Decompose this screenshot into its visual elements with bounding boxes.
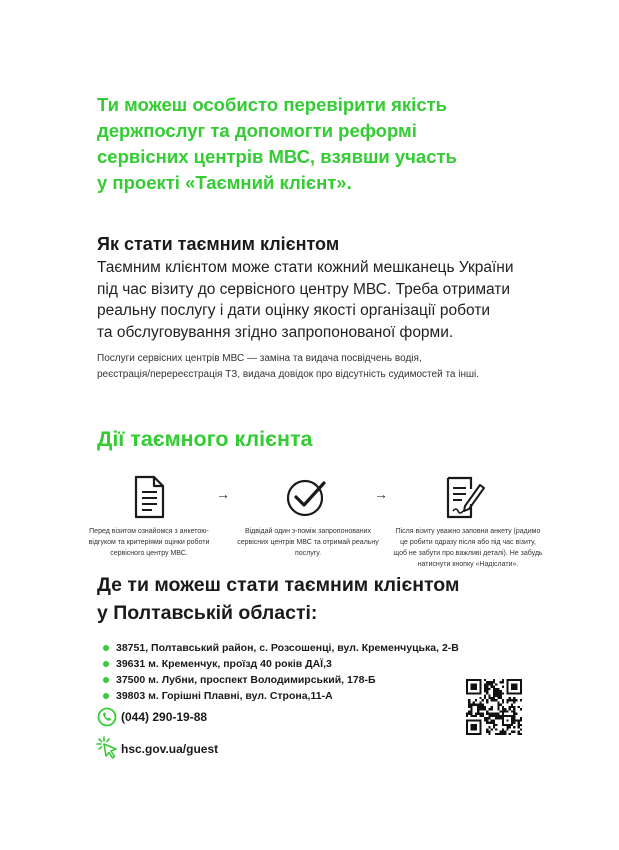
arrow-right-icon: → (216, 486, 230, 502)
caption-line: Перед візитом ознайомся з анкетою- (89, 528, 209, 535)
list-item (103, 672, 459, 688)
intro-line: держпослуг та допомогти реформі (97, 120, 417, 141)
list-item (103, 640, 459, 656)
services-note (97, 351, 479, 383)
step-caption (388, 526, 548, 570)
how-line: реальну послугу і дати оцінку якості організації роботи (97, 302, 491, 319)
caption-line: послугу. (294, 550, 322, 557)
form-pen-icon (441, 474, 487, 520)
services-line: реєстрація/перереєстрація ТЗ, видача довідок про відсутність судимостей та інші. (97, 369, 480, 380)
how-title: Як стати таємним клієнтом (97, 234, 340, 254)
bullet-icon (103, 677, 109, 683)
check-circle-icon (284, 474, 330, 520)
caption-line: сервісних центрів МВС та отримай реальну (237, 539, 379, 546)
address-list (103, 640, 459, 704)
intro-line: Ти можеш особисто перевірити якість (97, 94, 448, 115)
services-line: Послуги сервісних центрів МВС — заміна та видача посвідчень водія, (97, 353, 422, 364)
caption-line: щоб не забути про важливі деталі). Не забудь (393, 550, 543, 557)
phone-icon (97, 707, 117, 727)
address-text: 39803 м. Горішні Плавні, вул. Строна,11-А (116, 690, 333, 702)
actions-title: Дії таємного клієнта (97, 427, 313, 451)
how-line: під час візиту до сервісного центру МВС. Треба отримати (97, 280, 511, 298)
intro-line: сервісних центрів МВС, взявши участь (97, 146, 457, 167)
bullet-icon (103, 693, 109, 699)
caption-line: Після візиту уважно заповни анкету (радимо (395, 528, 541, 535)
bullet-icon (103, 661, 109, 667)
step-caption (79, 526, 219, 559)
locations-title (97, 571, 459, 627)
step-caption (233, 526, 383, 559)
cursor-click-icon (96, 736, 120, 760)
locations-title-line: Де ти можеш стати таємним клієнтом (97, 574, 460, 596)
phone-number[interactable]: (044) 290-19-88 (121, 710, 208, 724)
intro-headline (97, 92, 537, 196)
arrow-right-icon: → (374, 486, 388, 502)
caption-line: це робити одразу після або під час візиту, (400, 539, 536, 546)
how-line: Таємним клієнтом може стати кожний мешканець України (97, 259, 514, 276)
locations-title-line: у Полтавській області: (97, 602, 318, 624)
list-item (103, 688, 459, 704)
address-text: 38751, Полтавський район, с. Розсошенці, вул. Кременчуцька, 2-В (116, 642, 459, 654)
address-text: 37500 м. Лубни, проспект Володимирський, 178-Б (116, 674, 376, 686)
how-description (97, 257, 557, 343)
caption-line: натиснути кнопку «Надіслати». (417, 561, 519, 568)
caption-line: відгуком та критеріями оцінки роботи (88, 539, 210, 546)
document-icon (126, 474, 172, 520)
how-line: та обслуговування згідно запропонованої форми. (97, 323, 454, 341)
intro-line: у проекті «Таємний клієнт». (97, 172, 352, 193)
qr-code (466, 679, 522, 735)
list-item (103, 656, 459, 672)
caption-line: сервісного центру МВС. (110, 550, 188, 557)
address-text: 39631 м. Кременчук, проїзд 40 років ДАЇ,3 (116, 658, 332, 670)
website-link[interactable]: hsc.gov.ua/guest (121, 742, 219, 756)
bullet-icon (103, 645, 109, 651)
caption-line: Відвідай один з-поміж запропонованих (244, 528, 372, 535)
